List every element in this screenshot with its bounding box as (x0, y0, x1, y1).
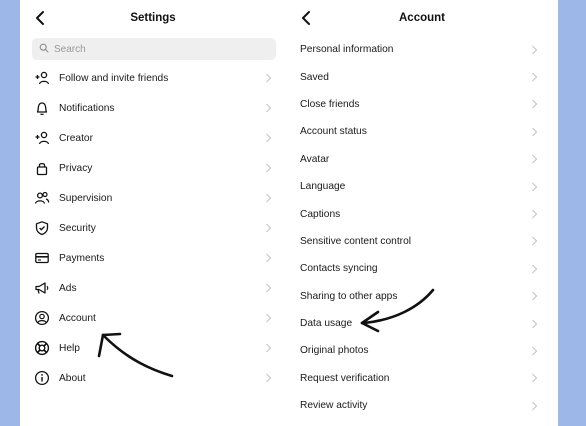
bell-icon (34, 100, 50, 116)
account-item-saved[interactable] (286, 63, 558, 90)
lock-icon (34, 160, 50, 176)
account-list (286, 36, 558, 419)
account-panel (286, 0, 558, 426)
account-item-sharing-to-other-apps[interactable] (286, 283, 558, 310)
chevron-right-icon (531, 99, 538, 109)
chevron-right-icon (265, 133, 272, 143)
settings-item-about[interactable] (20, 363, 286, 393)
settings-header (20, 0, 286, 36)
account-item-label: Personal information (300, 44, 394, 56)
settings-item-ads[interactable] (20, 273, 286, 303)
chevron-right-icon (265, 313, 272, 323)
search-bar[interactable] (32, 38, 276, 60)
settings-item-label: About (59, 372, 86, 384)
account-item-data-usage[interactable] (286, 310, 558, 337)
settings-item-privacy[interactable] (20, 153, 286, 183)
card-icon (34, 250, 50, 266)
account-item-language[interactable] (286, 173, 558, 200)
frame-border-left (0, 0, 20, 426)
settings-item-notifications[interactable] (20, 93, 286, 123)
chevron-right-icon (531, 209, 538, 219)
settings-item-label: Ads (59, 282, 77, 294)
chevron-right-icon (531, 236, 538, 246)
settings-item-label: Privacy (59, 162, 93, 174)
back-chevron-icon[interactable] (298, 8, 316, 28)
chevron-right-icon (265, 103, 272, 113)
settings-item-label: Follow and invite friends (59, 72, 169, 84)
account-item-label: Saved (300, 71, 329, 83)
settings-item-label: Help (59, 342, 80, 354)
chevron-right-icon (531, 182, 538, 192)
settings-item-label: Account (59, 312, 96, 324)
account-header (286, 0, 558, 36)
lifebuoy-icon (34, 340, 50, 356)
chevron-right-icon (265, 163, 272, 173)
settings-item-help[interactable] (20, 333, 286, 363)
chevron-right-icon (531, 319, 538, 329)
account-item-captions[interactable] (286, 200, 558, 227)
chevron-right-icon (265, 253, 272, 263)
chevron-right-icon (531, 291, 538, 301)
frame-border-right (558, 0, 586, 426)
chevron-right-icon (265, 373, 272, 383)
account-item-label: Review activity (300, 400, 368, 412)
account-item-label: Sharing to other apps (300, 290, 398, 302)
settings-item-creator[interactable] (20, 123, 286, 153)
account-item-request-verification[interactable] (286, 365, 558, 392)
account-item-label: Account status (300, 126, 367, 138)
account-item-sensitive-content-control[interactable] (286, 228, 558, 255)
account-item-label: Sensitive content control (300, 235, 411, 247)
chevron-right-icon (265, 193, 272, 203)
account-item-account-status[interactable] (286, 118, 558, 145)
page-title: Account (399, 12, 445, 24)
settings-item-payments[interactable] (20, 243, 286, 273)
chevron-right-icon (265, 223, 272, 233)
account-item-original-photos[interactable] (286, 337, 558, 364)
settings-item-label: Security (59, 222, 96, 234)
settings-item-follow-invite[interactable] (20, 63, 286, 93)
info-icon (34, 370, 50, 386)
settings-item-label: Payments (59, 252, 105, 264)
chevron-right-icon (531, 154, 538, 164)
account-item-label: Request verification (300, 372, 390, 384)
account-circle-icon (34, 310, 50, 326)
add-person-icon (34, 130, 50, 146)
account-item-label: Language (300, 181, 346, 193)
settings-item-label: Creator (59, 132, 93, 144)
settings-panel (20, 0, 286, 426)
chevron-right-icon (265, 343, 272, 353)
settings-item-security[interactable] (20, 213, 286, 243)
settings-item-account[interactable] (20, 303, 286, 333)
settings-item-label: Notifications (59, 102, 115, 114)
people-icon (34, 190, 50, 206)
chevron-right-icon (531, 72, 538, 82)
account-item-review-activity[interactable] (286, 392, 558, 419)
chevron-right-icon (531, 127, 538, 137)
megaphone-icon (34, 280, 50, 296)
account-item-label: Original photos (300, 345, 369, 357)
settings-list (20, 63, 286, 393)
chevron-right-icon (265, 73, 272, 83)
chevron-right-icon (531, 373, 538, 383)
chevron-right-icon (265, 283, 272, 293)
add-person-icon (34, 70, 50, 86)
back-chevron-icon[interactable] (32, 8, 50, 28)
chevron-right-icon (531, 346, 538, 356)
search-input[interactable] (54, 44, 254, 55)
account-item-avatar[interactable] (286, 146, 558, 173)
shield-icon (34, 220, 50, 236)
chevron-right-icon (531, 264, 538, 274)
chevron-right-icon (531, 45, 538, 55)
account-item-label: Data usage (300, 318, 353, 330)
settings-item-label: Supervision (59, 192, 113, 204)
page-title: Settings (130, 12, 176, 24)
chevron-right-icon (531, 401, 538, 411)
account-item-contacts-syncing[interactable] (286, 255, 558, 282)
search-icon (39, 40, 49, 58)
settings-item-supervision[interactable] (20, 183, 286, 213)
account-item-label: Captions (300, 208, 341, 220)
account-item-label: Avatar (300, 153, 330, 165)
account-item-label: Close friends (300, 98, 360, 110)
account-item-close-friends[interactable] (286, 91, 558, 118)
account-item-personal-information[interactable] (286, 36, 558, 63)
account-item-label: Contacts syncing (300, 263, 378, 275)
